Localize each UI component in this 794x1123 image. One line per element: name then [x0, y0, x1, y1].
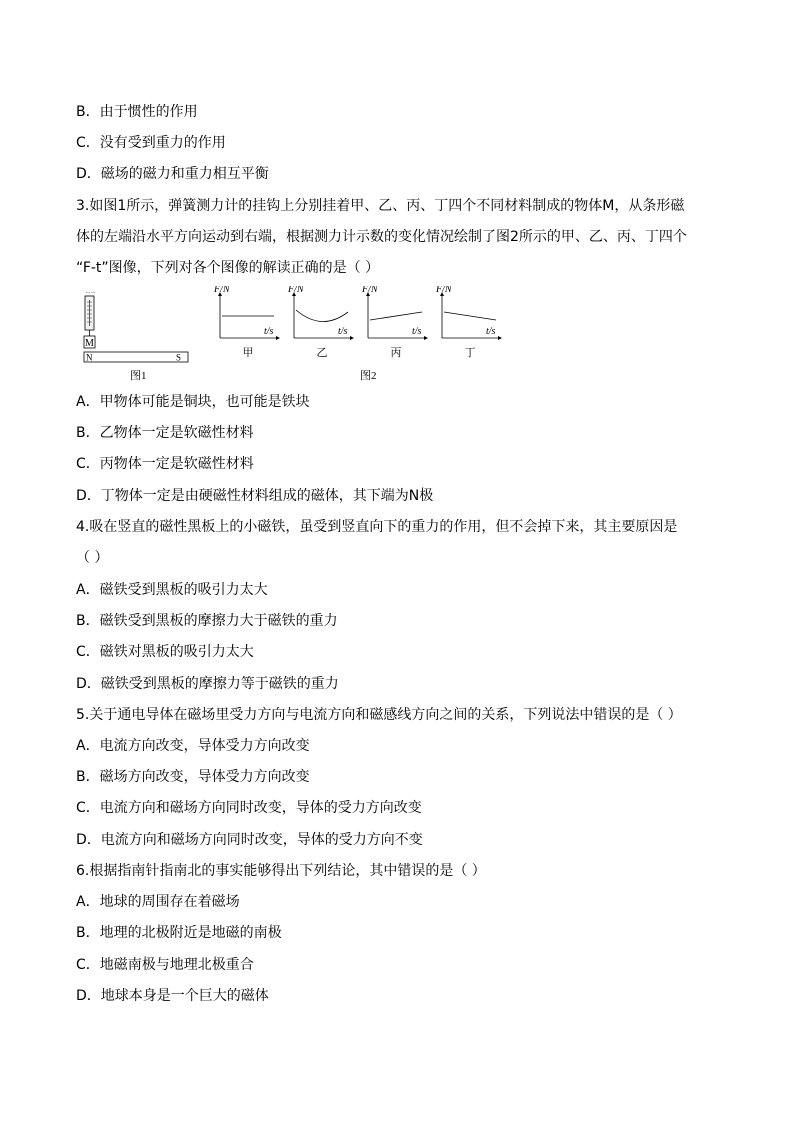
ft-graph-4 [435, 286, 500, 359]
q6-option-a: A．地球的周围存在着磁场 [76, 894, 240, 910]
q3-option-d: D．丁物体一定是由硬磁性材料组成的磁体，其下端为N极 [76, 488, 434, 504]
q5-option-b: B．磁场方向改变，导体受力方向改变 [76, 769, 310, 785]
ft-graph-3 [361, 286, 426, 359]
ft-graph-x-label: t/s [338, 326, 348, 337]
ft-graph-2 [287, 286, 352, 359]
ft-graph-1 [213, 286, 278, 359]
q2-option-d: D．磁场的磁力和重力相互平衡 [76, 166, 269, 182]
q4-option-d: D．磁铁受到黑板的摩擦力等于磁铁的重力 [76, 676, 339, 692]
q6-stem: 6.根据指南针指南北的事实能够得出下列结论，其中错误的是（ ） [76, 863, 486, 879]
bar-magnet-s-pole: S [176, 352, 182, 363]
q3-stem-line2: 体的左端沿水平方向运动到右端，根据测力计示数的变化情况绘制了图2所示的甲、乙、丙、丁四个 [76, 229, 687, 245]
ft-graph-curve [444, 312, 496, 320]
ft-graph-curve [296, 310, 348, 322]
q2-option-b: B．由于惯性的作用 [76, 104, 198, 120]
ft-graph-y-label: F/N [214, 286, 230, 295]
q5-stem: 5.关于通电导体在磁场里受力方向与电流方向和磁感线方向之间的关系，下列说法中错误的是（ ） [76, 707, 682, 723]
ft-graph-y-label: F/N [288, 286, 304, 295]
figure-1 [76, 292, 196, 364]
q4-option-c: C．磁铁对黑板的吸引力太大 [76, 644, 254, 660]
q3-option-c: C．丙物体一定是软磁性材料 [76, 456, 254, 472]
figure-2 [212, 286, 512, 366]
q4-stem-line1: 4.吸在竖直的磁性黑板上的小磁铁，虽受到竖直向下的重力的作用，但不会掉下来，其主要原因是 [76, 519, 678, 535]
q6-option-d: D．地球本身是一个巨大的磁体 [76, 988, 269, 1004]
ft-graph-x-label: t/s [264, 326, 274, 337]
figure-2-caption: 图2 [360, 370, 377, 382]
q6-option-b: B．地理的北极附近是地磁的南极 [76, 925, 282, 941]
figure-1-caption: 图1 [130, 370, 147, 382]
q3-option-b: B．乙物体一定是软磁性材料 [76, 425, 254, 441]
ft-graph-y-label: F/N [362, 286, 378, 295]
q4-option-b: B．磁铁受到黑板的摩擦力大于磁铁的重力 [76, 613, 338, 629]
ft-graph-y-label: F/N [436, 286, 452, 295]
ft-graph-name: 丁 [464, 347, 476, 359]
q5-option-c: C．电流方向和磁场方向同时改变，导体的受力方向改变 [76, 800, 422, 816]
ft-graph-name: 乙 [316, 347, 328, 359]
ft-graph-x-label: t/s [486, 326, 496, 337]
ft-graph-name: 丙 [390, 347, 402, 359]
q6-option-c: C．地磁南极与地理北极重合 [76, 957, 254, 973]
q3-stem-line1: 3.如图1所示，弹簧测力计的挂钩上分别挂着甲、乙、丙、丁四个不同材料制成的物体M，从条形磁 [76, 198, 685, 214]
q3-stem-line3: “F-t”图像，下列对各个图像的解读正确的是（ ） [76, 260, 380, 276]
q2-option-c: C．没有受到重力的作用 [76, 135, 226, 151]
q5-option-d: D．电流方向和磁场方向同时改变，导体的受力方向不变 [76, 832, 423, 848]
bar-magnet [84, 352, 188, 362]
object-m-label: M [85, 338, 94, 349]
q4-option-a: A．磁铁受到黑板的吸引力太大 [76, 582, 268, 598]
q3-option-a: A．甲物体可能是铜块，也可能是铁块 [76, 394, 310, 410]
ft-graph-curve [370, 312, 422, 320]
bar-magnet-n-pole: N [86, 352, 93, 363]
q5-option-a: A．电流方向改变，导体受力方向改变 [76, 738, 310, 754]
q4-stem-line2: （ ） [76, 550, 109, 566]
ft-graph-x-label: t/s [412, 326, 422, 337]
ft-graph-name: 甲 [242, 347, 254, 359]
